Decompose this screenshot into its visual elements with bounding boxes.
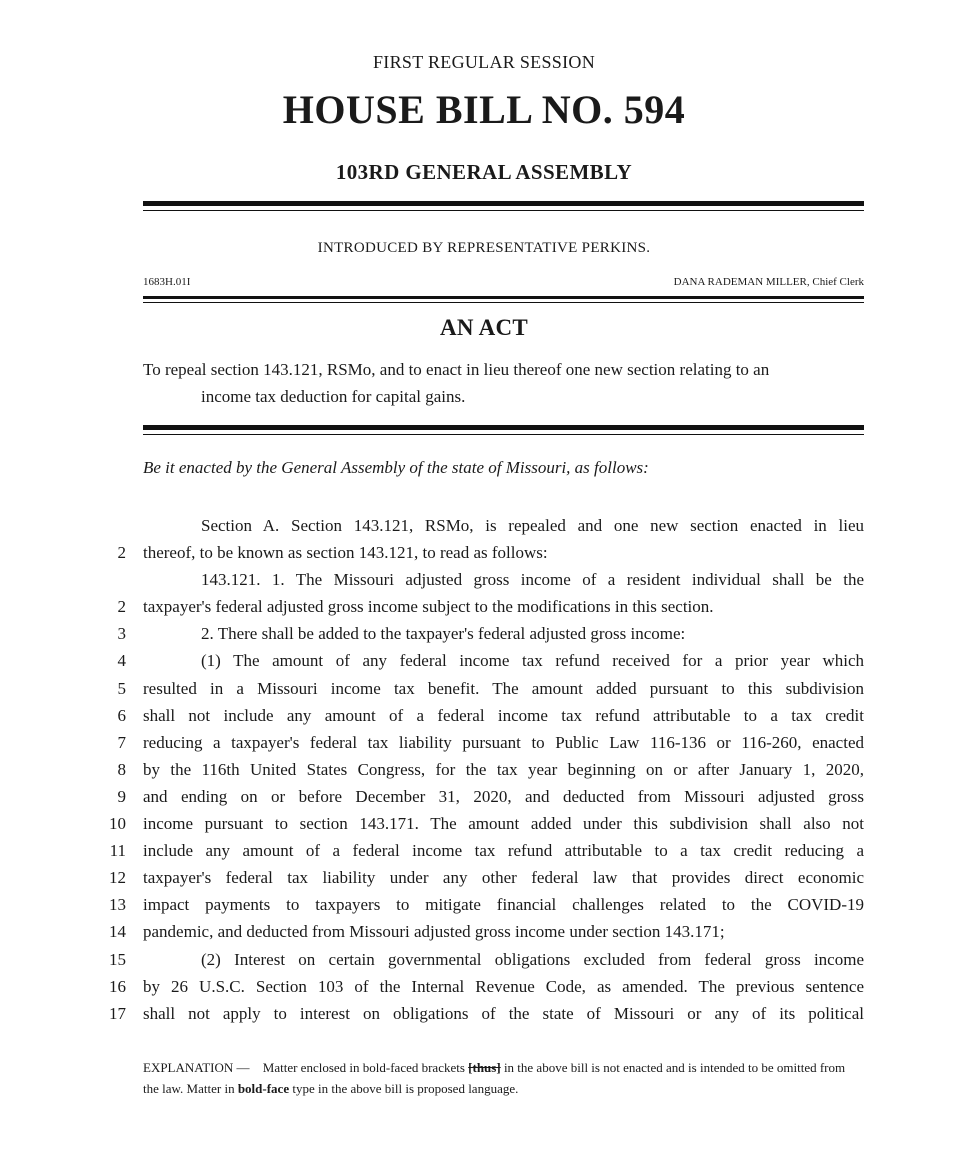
line-number: 11 <box>109 841 126 861</box>
body-line <box>100 837 864 864</box>
line-text: (2) Interest on certain governmental obligations excluded from federal gross income <box>201 949 864 969</box>
body-line <box>100 783 864 810</box>
body-line <box>100 512 864 539</box>
line-number: 15 <box>109 949 126 969</box>
line-text: and ending on or before December 31, 2020, and deducted from Missouri adjusted gross <box>143 786 864 806</box>
line-text: reducing a taxpayer's federal tax liability pursuant to Public Law 116-136 or 116-260, enacted <box>143 732 864 752</box>
body-line <box>100 810 864 837</box>
purpose-line-1: To repeal section 143.121, RSMo, and to enact in lieu thereof one new section relating to an <box>143 360 770 379</box>
line-text: taxpayer's federal tax liability under any other federal law that provides direct economic <box>143 868 864 888</box>
line-text: 143.121. 1. The Missouri adjusted gross income of a resident individual shall be the <box>201 570 864 590</box>
body-line <box>100 702 864 729</box>
line-text: impact payments to taxpayers to mitigate financial challenges related to the COVID-19 <box>143 895 864 915</box>
header-divider-thick <box>143 201 864 206</box>
body-line <box>100 675 864 702</box>
body-line <box>100 729 864 756</box>
explanation-text-b: in the above bill is not enacted and is intended to be omitted from the law. Matter in <box>143 1060 846 1096</box>
line-text: 2. There shall be added to the taxpayer's federal adjusted gross income: <box>201 624 686 644</box>
bill-title: HOUSE BILL NO. 594 <box>282 87 686 132</box>
line-text: shall not include any amount of a federal income tax refund attributable to a tax credit <box>143 705 864 725</box>
line-text: Section A. Section 143.121, RSMo, is repealed and one new section enacted in lieu <box>201 516 864 535</box>
body-line <box>100 1000 864 1027</box>
line-text: thereof, to be known as section 143.121, to read as follows: <box>143 543 548 563</box>
assembly-label: 103RD GENERAL ASSEMBLY <box>335 160 633 184</box>
meta-divider-thick <box>143 296 864 299</box>
line-text: by 26 U.S.C. Section 103 of the Internal Revenue Code, as amended. The previous sentence <box>143 976 864 996</box>
line-number: 13 <box>109 895 126 915</box>
body-line <box>100 620 864 647</box>
line-number: 17 <box>109 1003 126 1023</box>
introduced-by: INTRODUCED BY REPRESENTATIVE PERKINS. <box>317 240 651 256</box>
bold-example: bold-face <box>237 1081 290 1096</box>
session-label: FIRST REGULAR SESSION <box>372 52 595 72</box>
meta-divider-thin <box>143 302 864 303</box>
line-number: 12 <box>109 868 126 888</box>
line-text: include any amount of a federal income tax refund attributable to a tax credit reducing a <box>143 841 864 861</box>
body-line <box>100 566 864 593</box>
struck-example: [thus] <box>468 1060 501 1075</box>
body-line <box>100 864 864 891</box>
body-line <box>100 593 864 620</box>
chief-clerk: DANA RADEMAN MILLER, Chief Clerk <box>673 276 864 288</box>
body-line <box>100 756 864 783</box>
body-line <box>100 973 864 1000</box>
body-line <box>100 539 864 566</box>
line-text: income pursuant to section 143.171. The amount added under this subdivision shall also not <box>143 814 864 834</box>
line-number: 4 <box>117 651 126 671</box>
explanation-text-c: type in the above bill is proposed language. <box>292 1081 519 1096</box>
act-heading: AN ACT <box>439 315 529 340</box>
line-number: 7 <box>117 732 126 752</box>
line-text: (1) The amount of any federal income tax refund received for a prior year which <box>201 651 864 671</box>
line-text: shall not apply to interest on obligations of the state of Missouri or any of its political <box>143 1003 864 1023</box>
line-text: by the 116th United States Congress, for the tax year beginning on or after January 1, 2020, <box>143 759 864 779</box>
body-line <box>100 946 864 973</box>
body-line <box>100 647 864 674</box>
line-text: resulted in a Missouri income tax benefit. The amount added pursuant to this subdivision <box>143 678 864 698</box>
explanation-text-a: Matter enclosed in bold-faced brackets <box>262 1060 465 1075</box>
explanation-note <box>143 1057 864 1099</box>
enacting-clause: Be it enacted by the General Assembly of the state of Missouri, as follows: <box>143 458 649 477</box>
line-number: 6 <box>117 705 126 725</box>
line-number: 2 <box>117 543 126 563</box>
header-divider-thin <box>143 210 864 211</box>
line-number: 5 <box>117 678 126 698</box>
explanation-label: EXPLANATION — <box>143 1060 250 1075</box>
line-number: 3 <box>117 624 126 644</box>
line-number: 14 <box>109 922 126 942</box>
body-line <box>100 891 864 918</box>
bill-body <box>100 512 864 1027</box>
line-text: taxpayer's federal adjusted gross income subject to the modifications in this section. <box>143 597 714 617</box>
body-line <box>100 918 864 945</box>
act-divider-thick <box>143 425 864 430</box>
purpose-line-2: income tax deduction for capital gains. <box>201 387 466 406</box>
line-number: 9 <box>117 786 126 806</box>
act-purpose <box>143 356 864 410</box>
line-number: 10 <box>109 814 126 834</box>
bill-code: 1683H.01I <box>143 276 191 288</box>
line-number: 8 <box>117 759 126 779</box>
line-number: 2 <box>117 597 126 617</box>
act-divider-thin <box>143 434 864 435</box>
line-number: 16 <box>109 976 126 996</box>
line-text: pandemic, and deducted from Missouri adjusted gross income under section 143.171; <box>143 922 725 942</box>
